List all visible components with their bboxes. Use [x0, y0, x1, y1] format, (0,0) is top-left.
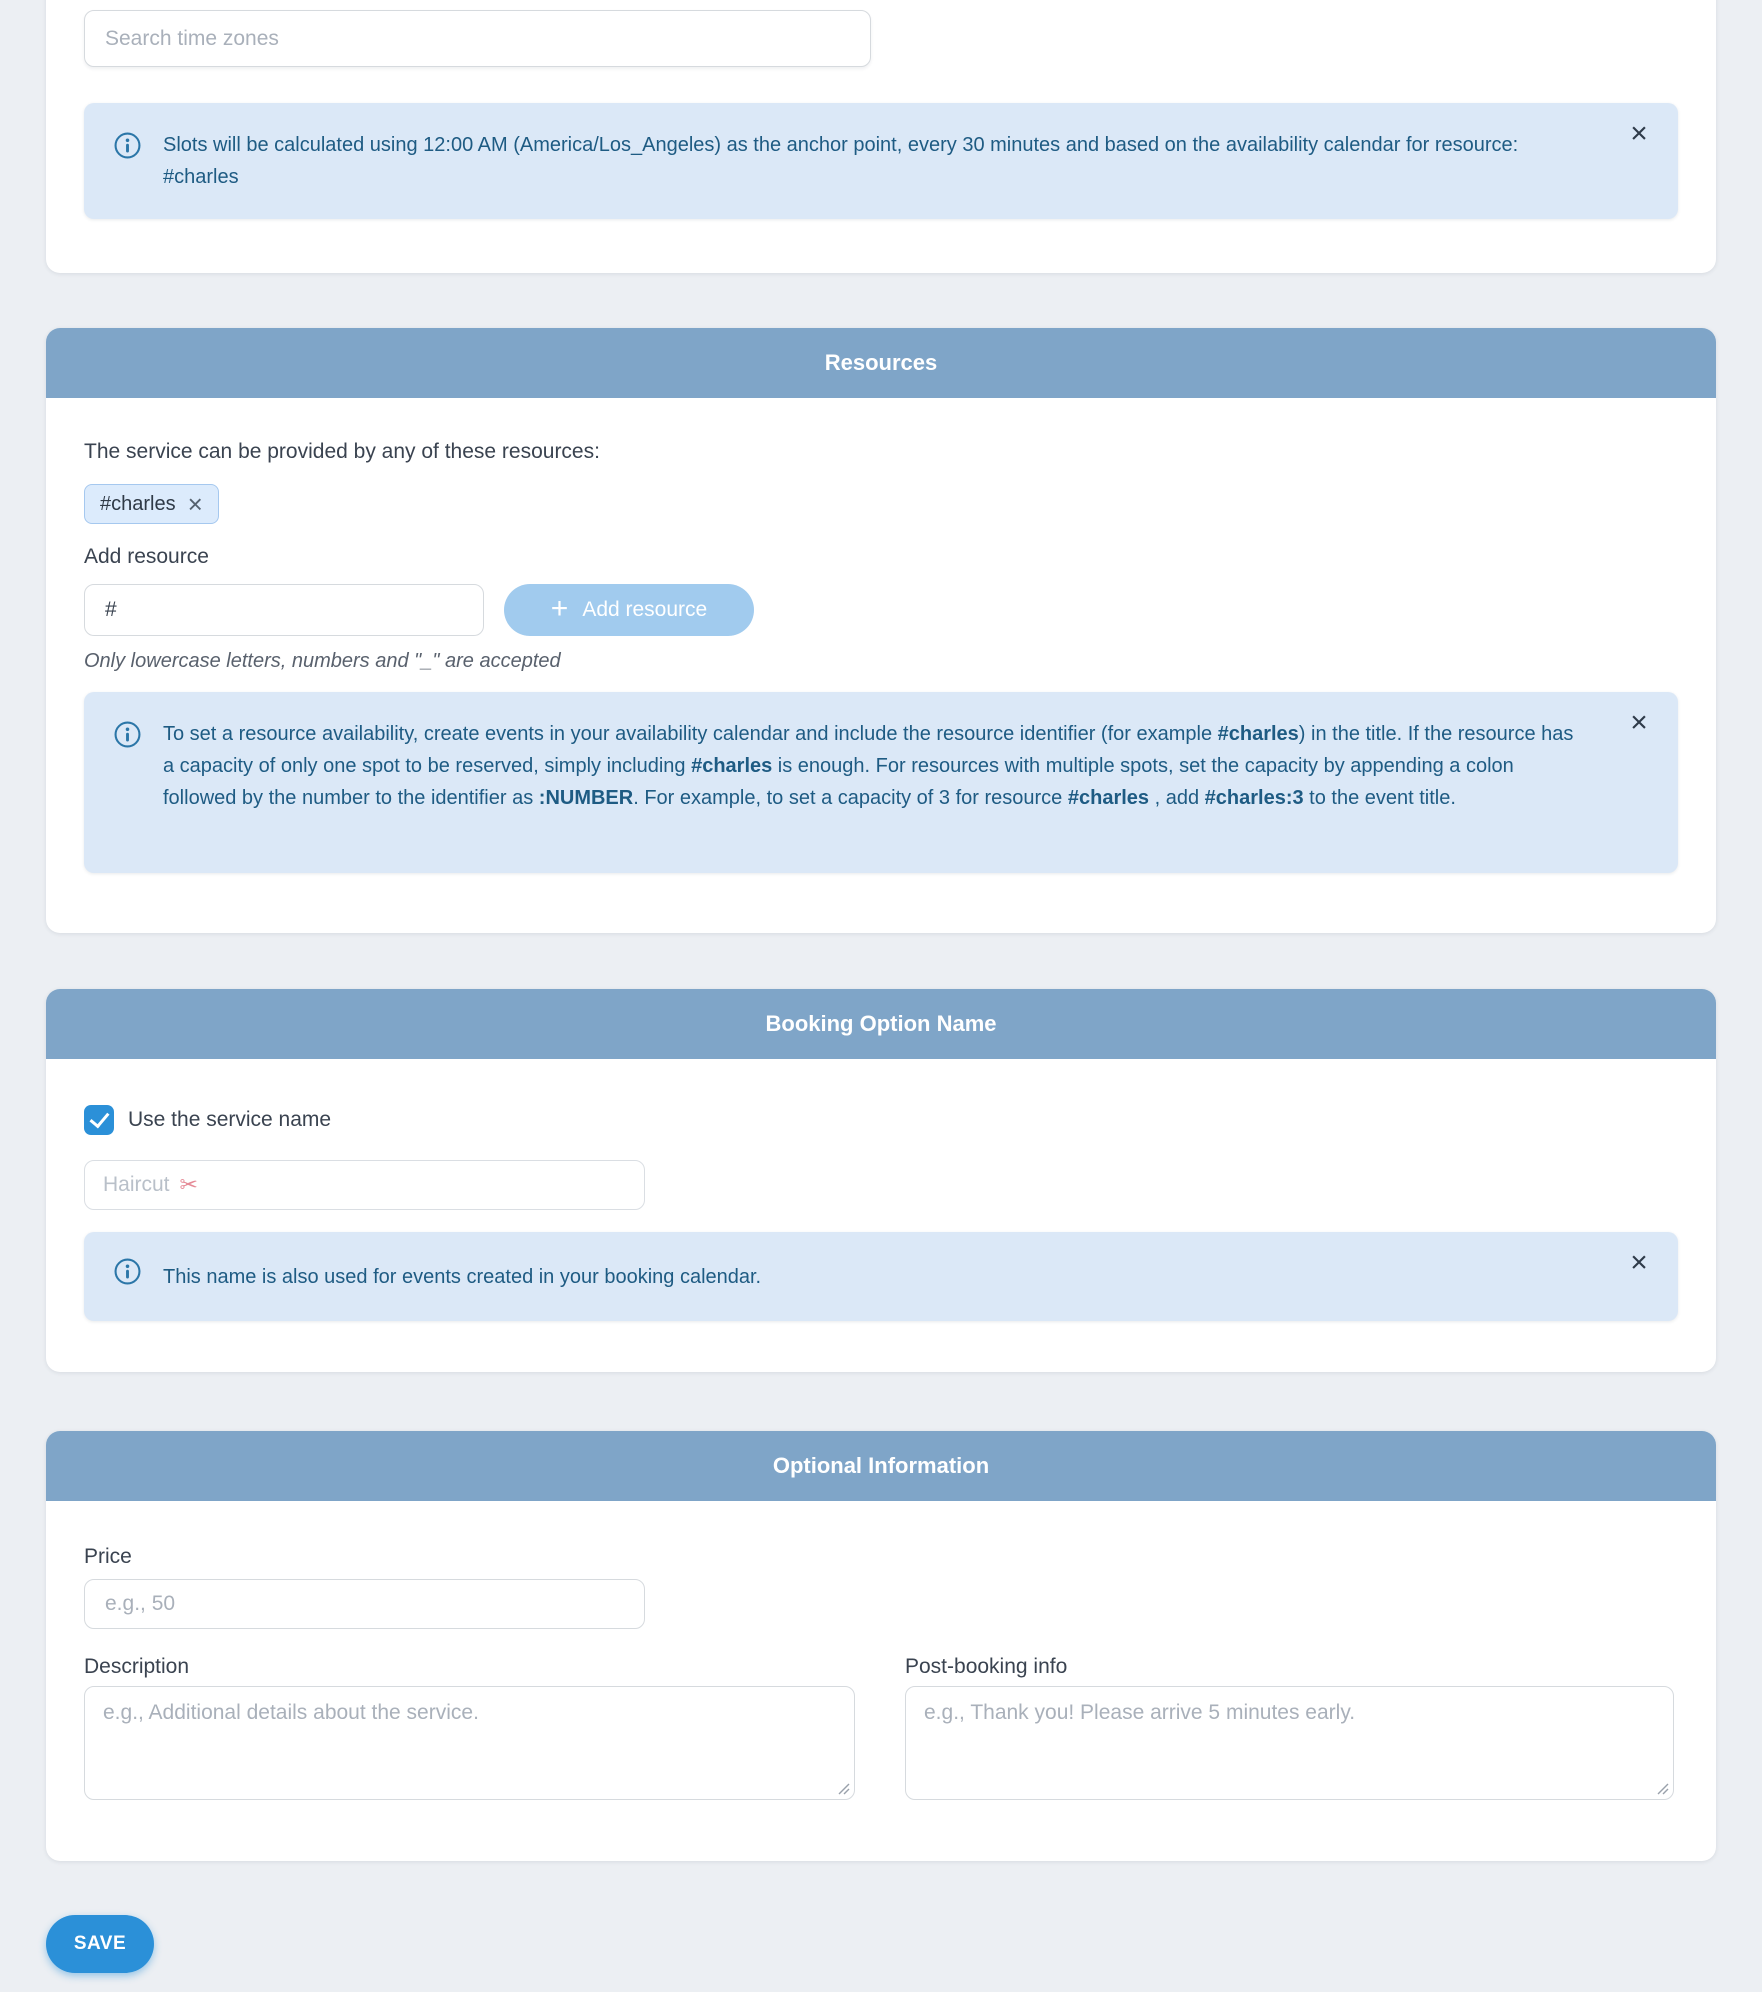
remove-tag-icon[interactable]: × — [187, 489, 203, 519]
price-label: Price — [84, 1545, 132, 1568]
resource-tag-charles — [84, 484, 219, 524]
timezone-card — [46, 0, 1716, 273]
description-label: Description — [84, 1655, 190, 1678]
use-service-name-row — [84, 1105, 331, 1135]
resize-handle-icon[interactable] — [1655, 1781, 1669, 1795]
resource-format-note: Only lowercase letters, numbers and "_" are accepted — [84, 650, 561, 672]
price-input[interactable] — [84, 1579, 645, 1629]
use-service-name-label: Use the service name — [128, 1108, 332, 1131]
resources-title: Resources — [824, 350, 938, 375]
resources-card — [46, 328, 1716, 933]
resources-section-header — [46, 328, 1716, 398]
close-icon[interactable]: × — [1622, 706, 1656, 740]
search-timezones-input[interactable] — [84, 10, 871, 67]
service-name-text: Haircut — [103, 1173, 170, 1196]
close-icon[interactable]: × — [1622, 1246, 1656, 1280]
plus-icon: + — [550, 591, 569, 625]
optional-information-card — [46, 1431, 1716, 1861]
booking-option-card — [46, 989, 1716, 1372]
resource-availability-info-alert — [84, 692, 1678, 873]
slots-info-alert — [84, 103, 1678, 219]
info-icon — [114, 1258, 141, 1295]
add-resource-button-label: Add resource — [582, 598, 708, 621]
resource-tag-label: #charles — [100, 492, 176, 515]
optional-information-section-header — [46, 1431, 1716, 1501]
add-resource-label: Add resource — [84, 545, 209, 568]
description-textarea[interactable] — [84, 1686, 855, 1800]
slots-alert-text: Slots will be calculated using 12:00 AM (America/Los_Angeles) as the anchor point, every 30 minutes and based on the availability calendar for resource: #charles — [163, 134, 1519, 188]
add-resource-button[interactable] — [504, 584, 754, 636]
booking-name-alert-text: This name is also used for events created in your booking calendar. — [163, 1265, 762, 1288]
info-icon — [114, 721, 141, 758]
info-icon — [114, 132, 141, 169]
service-name-input[interactable] — [84, 1160, 645, 1210]
post-booking-field-wrap — [905, 1686, 1674, 1800]
resize-handle-icon[interactable] — [836, 1781, 850, 1795]
close-icon[interactable]: × — [1622, 117, 1656, 151]
post-booking-textarea[interactable] — [905, 1686, 1674, 1800]
use-service-name-checkbox[interactable] — [84, 1105, 114, 1135]
booking-option-section-header — [46, 989, 1716, 1059]
add-resource-input[interactable] — [84, 584, 484, 636]
scissors-icon: ✂ — [179, 1172, 198, 1197]
resources-intro-text: The service can be provided by any of these resources: — [84, 440, 600, 463]
optional-information-title: Optional Information — [772, 1453, 990, 1478]
resource-alert-text: To set a resource availability, create events in your availability calendar and include the resource identifier (for example #charles) in the title. If the resource has a capacity of only one spot to be reserved, simply including #charles is enough. For resources with multiple spots, set the capacity by appending a colon followed by the number to the identifier as :NUMBER. For example, to set a capacity of 3 for resource #charles , add #charles:3 to the event title. — [163, 723, 1574, 809]
booking-option-title: Booking Option Name — [765, 1011, 997, 1036]
description-field-wrap — [84, 1686, 855, 1800]
save-button[interactable]: SAVE — [46, 1915, 154, 1973]
booking-name-info-alert — [84, 1232, 1678, 1321]
post-booking-info-label: Post-booking info — [905, 1655, 1068, 1678]
